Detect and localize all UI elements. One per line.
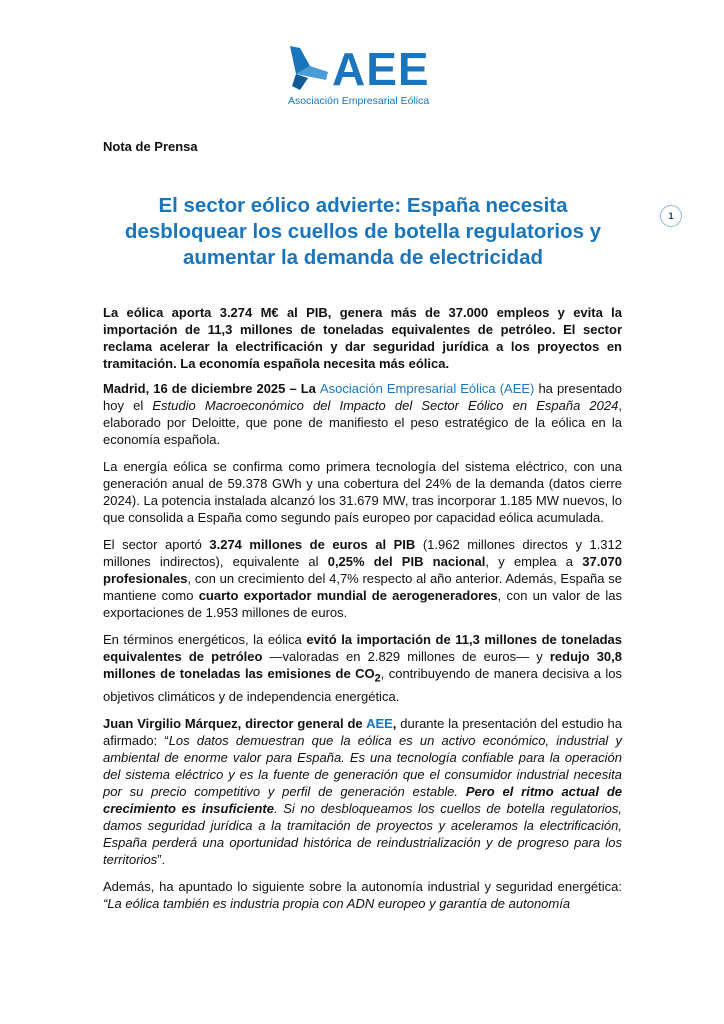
- text-span: , contribuyendo de manera decisiva a los objetivos climáticos y de independencia energética.: [103, 666, 622, 704]
- speaker-name: Juan Virgilio Márquez, director general de: [103, 715, 367, 731]
- paragraph-1: [103, 380, 622, 448]
- quote-span: “La eólica también es industria propia con ADN europeo y garantía de autonomía: [103, 895, 571, 911]
- quote-span: . Si no desbloqueamos los cuellos de botella regulatorios, damos seguridad jurídica a la tramitación de proyectos y aceleramos la electrificación, España perderá una oportunidad histórica de reindustrialización y de progreso para los territorios: [103, 800, 622, 867]
- logo-tagline: Asociación Empresarial Eólica: [288, 95, 430, 107]
- page-number-badge: 1: [660, 205, 682, 227]
- co2-subscript: 2: [374, 672, 381, 685]
- paragraph-3: [103, 536, 622, 621]
- quote-span: Los datos demuestran que la eólica es un activo económico, industrial y ambiental de enorme valor para España. Es una tecnología confiable para la operación del sistema eléctrico y es la fuente de generación que el consumidor industrial necesita por su precio competitivo y perfil de generación estable.: [103, 732, 622, 799]
- bold-span: ,: [392, 715, 397, 731]
- bold-span: evitó la importación de 11,3 millones de toneladas equivalentes de petróleo: [103, 632, 622, 664]
- paragraph-4: [103, 631, 622, 705]
- bold-span: 0,25% del PIB nacional: [327, 554, 486, 569]
- text-span: ”.: [157, 851, 166, 867]
- quote-emphasis: Pero el ritmo actual de crecimiento es insuficiente: [103, 783, 622, 816]
- aee-logo: [286, 42, 446, 108]
- paragraph-5: [103, 715, 622, 868]
- text-span: durante la presentación del estudio ha afirmado: “: [103, 715, 623, 748]
- wind-turbine-icon: [286, 44, 330, 92]
- press-release-label: Nota de Prensa: [103, 139, 198, 154]
- bold-span: redujo 30,8 millones de toneladas las emisiones de CO: [103, 649, 622, 681]
- aee-org-link[interactable]: AEE: [366, 715, 393, 731]
- dateline-dash: – La: [285, 381, 320, 396]
- aee-org-link[interactable]: Asociación Empresarial Eólica (AEE): [319, 381, 535, 396]
- text-span: (1.962 millones directos y 1.312 millones indirectos), equivalente al: [103, 537, 622, 569]
- article-body: [103, 304, 622, 922]
- text-span: , elaborado por Deloitte, que pone de manifiesto el peso estratégico de la eólica en la economía española.: [103, 398, 622, 447]
- text-span: ha presentado hoy el: [103, 381, 622, 413]
- bold-span: 37.070 profesionales: [103, 554, 622, 586]
- text-span: Además, ha apuntado lo siguiente sobre la autonomía industrial y seguridad energética:: [103, 878, 622, 894]
- paragraph-6: [103, 878, 622, 912]
- headline: El sector eólico advierte: España necesita desbloquear los cuellos de botella regulatorios y aumentar la demanda de electricidad: [124, 194, 602, 269]
- text-span: , y emplea a: [485, 554, 583, 569]
- text-span: , con un crecimiento del 4,7% respecto al año anterior. Además, España se mantiene como: [103, 571, 622, 603]
- text-span: —valoradas en 2.829 millones de euros— y: [262, 649, 550, 664]
- bold-span: cuarto exportador mundial de aerogeneradores: [198, 588, 498, 603]
- dateline: Madrid, 16 de diciembre 2025: [103, 381, 286, 396]
- text-span: , con un valor de las exportaciones de 1.953 millones de euros.: [103, 588, 622, 620]
- lead-paragraph: La eólica aporta 3.274 M€ al PIB, genera más de 37.000 empleos y evita la importación de 11,3 millones de toneladas equivalentes de petróleo. El sector reclama acelerar la electrificación y dar seguridad jurídica a los proyectos en tramitación. La economía española necesita más eólica.: [103, 305, 622, 371]
- logo-wordmark: AEE: [332, 43, 430, 95]
- text-span: En términos energéticos, la eólica: [103, 632, 307, 647]
- paragraph-2: La energía eólica se confirma como primera tecnología del sistema eléctrico, con una generación anual de 59.378 GWh y una cobertura del 24% de la demanda (datos cierre 2024). La potencia instalada alcanzó los 31.679 MW, tras incorporar 1.185 MW nuevos, lo que consolida a España como segundo país europeo por capacidad eólica acumulada.: [103, 459, 622, 525]
- text-span: El sector aportó: [103, 537, 210, 552]
- study-title: Estudio Macroeconómico del Impacto del Sector Eólico en España 2024: [152, 398, 619, 413]
- bold-span: 3.274 millones de euros al PIB: [209, 537, 416, 552]
